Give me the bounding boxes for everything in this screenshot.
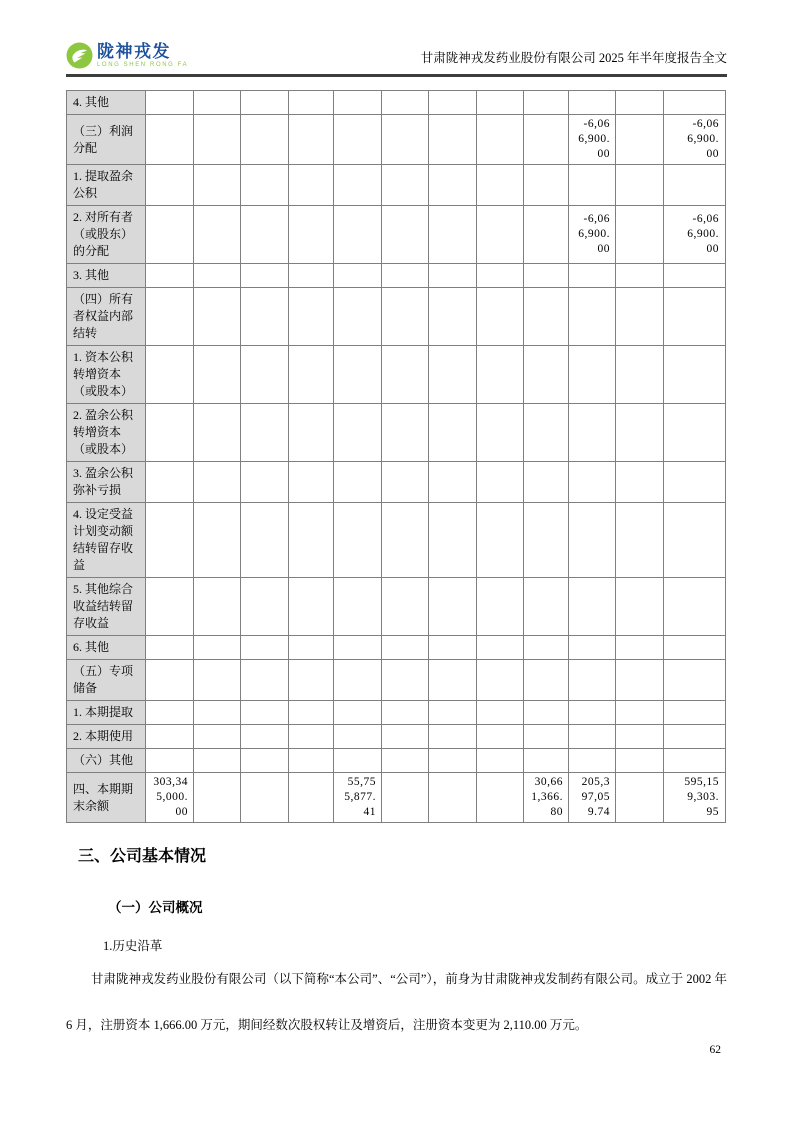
- empty-cell: [241, 462, 289, 503]
- empty-cell: [429, 346, 477, 404]
- empty-cell: [334, 206, 382, 264]
- body-paragraph: 甘肃陇神戎发药业股份有限公司（以下简称“本公司”、“公司”），前身为甘肃陇神戎发制药有限公司。成立于 2002 年 6 月，注册资本 1,666.00 万元，期间经数次股权转让及增资后，注册资本变更为 2,110.00 万元。: [66, 972, 727, 1032]
- empty-cell: [334, 701, 382, 725]
- table-row: [67, 749, 726, 773]
- empty-cell: [194, 165, 241, 206]
- value-cell: 55,755,877.41: [334, 773, 382, 823]
- empty-cell: [664, 404, 726, 462]
- empty-cell: [194, 91, 241, 115]
- empty-cell: [569, 264, 616, 288]
- empty-cell: [664, 165, 726, 206]
- empty-cell: [569, 701, 616, 725]
- empty-cell: [477, 346, 524, 404]
- subsubsection-heading: 1.历史沿革: [103, 939, 163, 953]
- subsection-heading: （一）公司概况: [108, 900, 203, 915]
- value-cell: 595,159,303.95: [664, 773, 726, 823]
- empty-cell: [334, 578, 382, 636]
- row-label: （四）所有者权益内部结转: [67, 288, 146, 346]
- empty-cell: [616, 264, 664, 288]
- empty-cell: [382, 165, 429, 206]
- empty-cell: [524, 725, 569, 749]
- empty-cell: [477, 725, 524, 749]
- empty-cell: [146, 288, 194, 346]
- table-row: [67, 462, 726, 503]
- empty-cell: [289, 725, 334, 749]
- empty-cell: [241, 660, 289, 701]
- empty-cell: [477, 660, 524, 701]
- empty-cell: [429, 773, 477, 823]
- empty-cell: [146, 636, 194, 660]
- empty-cell: [616, 115, 664, 165]
- empty-cell: [616, 165, 664, 206]
- logo-name-en: LONG SHEN RONG FA: [97, 62, 189, 68]
- empty-cell: [241, 165, 289, 206]
- empty-cell: [146, 701, 194, 725]
- empty-cell: [616, 773, 664, 823]
- empty-cell: [477, 288, 524, 346]
- value-cell: -6,066,900.00: [569, 206, 616, 264]
- empty-cell: [146, 462, 194, 503]
- logo-text: [97, 43, 188, 68]
- empty-cell: [146, 503, 194, 578]
- empty-cell: [429, 264, 477, 288]
- empty-cell: [241, 115, 289, 165]
- empty-cell: [616, 725, 664, 749]
- empty-cell: [289, 288, 334, 346]
- empty-cell: [241, 206, 289, 264]
- empty-cell: [429, 749, 477, 773]
- empty-cell: [334, 346, 382, 404]
- table-row: [67, 660, 726, 701]
- empty-cell: [289, 636, 334, 660]
- empty-cell: [477, 503, 524, 578]
- empty-cell: [146, 749, 194, 773]
- empty-cell: [569, 636, 616, 660]
- empty-cell: [664, 701, 726, 725]
- row-label: 5. 其他综合收益结转留存收益: [67, 578, 146, 636]
- row-label: 1. 本期提取: [67, 701, 146, 725]
- empty-cell: [241, 404, 289, 462]
- empty-cell: [146, 725, 194, 749]
- empty-cell: [382, 115, 429, 165]
- empty-cell: [241, 578, 289, 636]
- empty-cell: [334, 404, 382, 462]
- table-row: [67, 288, 726, 346]
- empty-cell: [241, 749, 289, 773]
- empty-cell: [616, 206, 664, 264]
- empty-cell: [382, 503, 429, 578]
- empty-cell: [524, 660, 569, 701]
- table-row: [67, 165, 726, 206]
- empty-cell: [146, 660, 194, 701]
- empty-cell: [477, 115, 524, 165]
- empty-cell: [241, 701, 289, 725]
- value-cell: -6,066,900.00: [664, 115, 726, 165]
- empty-cell: [664, 503, 726, 578]
- table-row: [67, 91, 726, 115]
- empty-cell: [477, 578, 524, 636]
- value-cell: -6,066,900.00: [569, 115, 616, 165]
- empty-cell: [334, 503, 382, 578]
- row-label: （五）专项储备: [67, 660, 146, 701]
- empty-cell: [194, 773, 241, 823]
- empty-cell: [382, 206, 429, 264]
- row-label: 4. 其他: [67, 91, 146, 115]
- empty-cell: [146, 91, 194, 115]
- equity-change-table: [66, 90, 726, 823]
- empty-cell: [524, 578, 569, 636]
- empty-cell: [429, 636, 477, 660]
- empty-cell: [289, 462, 334, 503]
- empty-cell: [616, 701, 664, 725]
- empty-cell: [194, 115, 241, 165]
- table-row: [67, 725, 726, 749]
- empty-cell: [616, 288, 664, 346]
- empty-cell: [334, 288, 382, 346]
- empty-cell: [194, 749, 241, 773]
- empty-cell: [429, 660, 477, 701]
- empty-cell: [569, 660, 616, 701]
- empty-cell: [569, 288, 616, 346]
- empty-cell: [289, 404, 334, 462]
- empty-cell: [289, 749, 334, 773]
- row-label: 2. 本期使用: [67, 725, 146, 749]
- empty-cell: [194, 660, 241, 701]
- empty-cell: [616, 578, 664, 636]
- empty-cell: [146, 578, 194, 636]
- empty-cell: [289, 206, 334, 264]
- empty-cell: [524, 91, 569, 115]
- empty-cell: [664, 288, 726, 346]
- table-row: [67, 115, 726, 165]
- empty-cell: [477, 264, 524, 288]
- empty-cell: [194, 725, 241, 749]
- empty-cell: [194, 701, 241, 725]
- empty-cell: [146, 206, 194, 264]
- empty-cell: [334, 725, 382, 749]
- empty-cell: [289, 264, 334, 288]
- empty-cell: [194, 578, 241, 636]
- value-cell: -6,066,900.00: [664, 206, 726, 264]
- empty-cell: [524, 701, 569, 725]
- empty-cell: [146, 115, 194, 165]
- empty-cell: [334, 91, 382, 115]
- empty-cell: [524, 636, 569, 660]
- report-title: 甘肃陇神戎发药业股份有限公司 2025 年半年度报告全文: [420, 51, 727, 65]
- empty-cell: [382, 404, 429, 462]
- empty-cell: [664, 636, 726, 660]
- empty-cell: [616, 636, 664, 660]
- empty-cell: [289, 660, 334, 701]
- empty-cell: [382, 660, 429, 701]
- empty-cell: [289, 115, 334, 165]
- empty-cell: [616, 404, 664, 462]
- row-label: 3. 盈余公积弥补亏损: [67, 462, 146, 503]
- empty-cell: [194, 206, 241, 264]
- empty-cell: [429, 91, 477, 115]
- table-row: [67, 206, 726, 264]
- empty-cell: [429, 165, 477, 206]
- empty-cell: [569, 462, 616, 503]
- row-label: 4. 设定受益计划变动额结转留存收益: [67, 503, 146, 578]
- empty-cell: [194, 503, 241, 578]
- empty-cell: [524, 462, 569, 503]
- page-number: 62: [709, 1044, 721, 1056]
- empty-cell: [616, 91, 664, 115]
- company-logo: [66, 42, 188, 69]
- empty-cell: [382, 701, 429, 725]
- empty-cell: [616, 660, 664, 701]
- empty-cell: [334, 462, 382, 503]
- table-row: [67, 346, 726, 404]
- empty-cell: [334, 115, 382, 165]
- empty-cell: [289, 165, 334, 206]
- empty-cell: [616, 749, 664, 773]
- empty-cell: [477, 749, 524, 773]
- empty-cell: [664, 462, 726, 503]
- empty-cell: [429, 725, 477, 749]
- logo-circle-icon: [66, 42, 93, 69]
- value-cell: 30,661,366.80: [524, 773, 569, 823]
- empty-cell: [289, 503, 334, 578]
- empty-cell: [194, 462, 241, 503]
- empty-cell: [429, 578, 477, 636]
- empty-cell: [241, 288, 289, 346]
- empty-cell: [334, 165, 382, 206]
- empty-cell: [477, 206, 524, 264]
- empty-cell: [289, 701, 334, 725]
- empty-cell: [429, 115, 477, 165]
- empty-cell: [241, 264, 289, 288]
- empty-cell: [382, 288, 429, 346]
- empty-cell: [382, 462, 429, 503]
- row-label: 2. 对所有者（或股东）的分配: [67, 206, 146, 264]
- empty-cell: [664, 91, 726, 115]
- empty-cell: [382, 636, 429, 660]
- empty-cell: [241, 636, 289, 660]
- empty-cell: [524, 346, 569, 404]
- empty-cell: [524, 165, 569, 206]
- empty-cell: [524, 749, 569, 773]
- empty-cell: [616, 346, 664, 404]
- table-row: [67, 264, 726, 288]
- table-row: [67, 636, 726, 660]
- empty-cell: [569, 346, 616, 404]
- empty-cell: [569, 725, 616, 749]
- empty-cell: [241, 773, 289, 823]
- empty-cell: [664, 346, 726, 404]
- empty-cell: [382, 773, 429, 823]
- empty-cell: [194, 404, 241, 462]
- row-label: （三）利润分配: [67, 115, 146, 165]
- empty-cell: [382, 578, 429, 636]
- table-row: [67, 578, 726, 636]
- empty-cell: [664, 578, 726, 636]
- empty-cell: [334, 660, 382, 701]
- value-cell: 303,345,000.00: [146, 773, 194, 823]
- empty-cell: [429, 288, 477, 346]
- empty-cell: [524, 288, 569, 346]
- row-label: 6. 其他: [67, 636, 146, 660]
- row-label: （六）其他: [67, 749, 146, 773]
- empty-cell: [524, 404, 569, 462]
- empty-cell: [569, 749, 616, 773]
- empty-cell: [146, 165, 194, 206]
- empty-cell: [569, 503, 616, 578]
- empty-cell: [477, 636, 524, 660]
- empty-cell: [477, 701, 524, 725]
- table-row: [67, 773, 726, 823]
- empty-cell: [289, 91, 334, 115]
- row-label: 2. 盈余公积转增资本（或股本）: [67, 404, 146, 462]
- empty-cell: [241, 503, 289, 578]
- empty-cell: [664, 749, 726, 773]
- empty-cell: [241, 725, 289, 749]
- empty-cell: [664, 725, 726, 749]
- row-label: 3. 其他: [67, 264, 146, 288]
- table-row: [67, 503, 726, 578]
- empty-cell: [429, 206, 477, 264]
- empty-cell: [569, 578, 616, 636]
- empty-cell: [146, 264, 194, 288]
- empty-cell: [429, 404, 477, 462]
- empty-cell: [524, 206, 569, 264]
- empty-cell: [382, 346, 429, 404]
- empty-cell: [241, 91, 289, 115]
- empty-cell: [382, 91, 429, 115]
- empty-cell: [569, 165, 616, 206]
- row-label: 1. 提取盈余公积: [67, 165, 146, 206]
- empty-cell: [194, 264, 241, 288]
- empty-cell: [334, 636, 382, 660]
- table-row: [67, 701, 726, 725]
- empty-cell: [477, 773, 524, 823]
- empty-cell: [241, 346, 289, 404]
- empty-cell: [289, 346, 334, 404]
- empty-cell: [429, 701, 477, 725]
- value-cell: 205,397,059.74: [569, 773, 616, 823]
- empty-cell: [569, 404, 616, 462]
- empty-cell: [146, 404, 194, 462]
- empty-cell: [289, 578, 334, 636]
- empty-cell: [477, 91, 524, 115]
- empty-cell: [524, 503, 569, 578]
- empty-cell: [334, 749, 382, 773]
- empty-cell: [194, 288, 241, 346]
- empty-cell: [477, 404, 524, 462]
- empty-cell: [194, 346, 241, 404]
- equity-table-rows: [67, 91, 726, 823]
- empty-cell: [429, 503, 477, 578]
- empty-cell: [429, 462, 477, 503]
- empty-cell: [616, 503, 664, 578]
- empty-cell: [664, 660, 726, 701]
- logo-name-cn: 陇神戎发: [97, 42, 171, 61]
- empty-cell: [334, 264, 382, 288]
- empty-cell: [616, 462, 664, 503]
- row-label: 四、本期期末余额: [67, 773, 146, 823]
- empty-cell: [194, 636, 241, 660]
- section-heading: 三、公司基本情况: [78, 848, 207, 865]
- empty-cell: [524, 115, 569, 165]
- table-row: [67, 404, 726, 462]
- empty-cell: [382, 749, 429, 773]
- page-header: [66, 0, 727, 77]
- empty-cell: [289, 773, 334, 823]
- empty-cell: [524, 264, 569, 288]
- empty-cell: [382, 725, 429, 749]
- empty-cell: [477, 165, 524, 206]
- empty-cell: [382, 264, 429, 288]
- empty-cell: [477, 462, 524, 503]
- empty-cell: [664, 264, 726, 288]
- empty-cell: [146, 346, 194, 404]
- empty-cell: [569, 91, 616, 115]
- row-label: 1. 资本公积转增资本（或股本）: [67, 346, 146, 404]
